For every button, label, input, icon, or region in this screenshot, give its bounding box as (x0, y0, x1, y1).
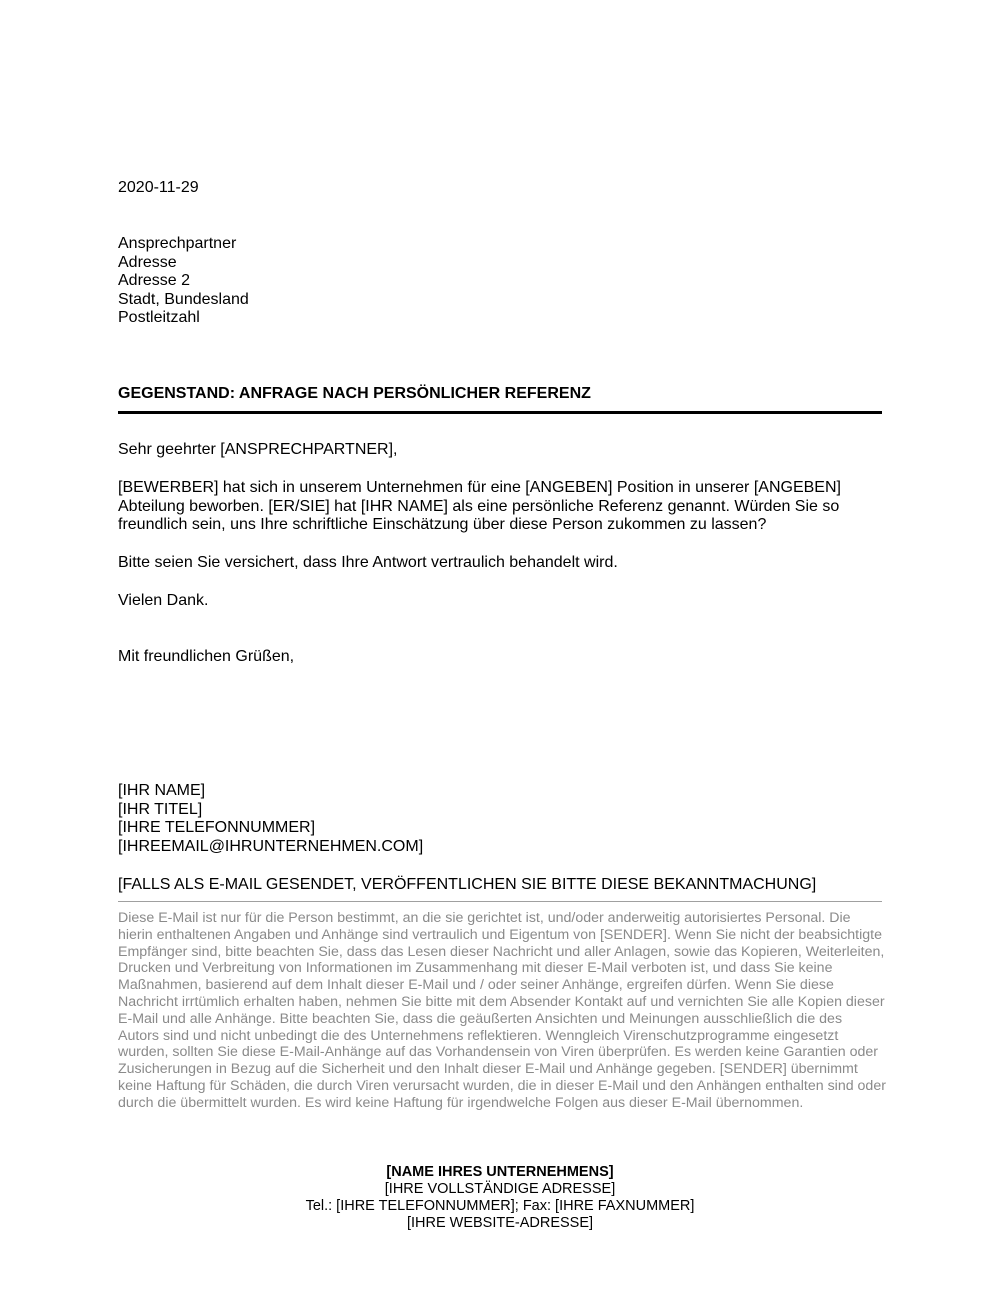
salutation: Sehr geehrter [ANSPRECHPARTNER], (118, 441, 398, 458)
signature-email: [IHREEMAIL@IHRUNTERNEHMEN.COM] (118, 837, 424, 855)
closing: Mit freundlichen Grüßen, (118, 648, 295, 665)
signature-phone: [IHRE TELEFONNUMMER] (118, 819, 316, 836)
signature-title: [IHR TITEL] (118, 800, 203, 818)
footer-contact: Tel.: [IHRE TELEFONNUMMER]; Fax: [IHRE FAXNUMMER] (305, 1198, 695, 1214)
email-notice-heading: [FALLS ALS E-MAIL GESENDET, VERÖFFENTLICHEN SIE BITTE DIESE BEKANNTMACHUNG] (118, 876, 817, 893)
subject-divider (118, 411, 882, 414)
signature-block (118, 782, 423, 856)
subject-line: GEGENSTAND: ANFRAGE NACH PERSÖNLICHER REFERENZ (118, 385, 591, 402)
email-disclaimer: Diese E-Mail ist nur für die Person bestimmt, an die sie gerichtet ist, und/oder anderweitig autorisiertes Personal. Die hierin enthaltenen Angaben und Anhänge sind vertraulich und Eigentum von [SENDER]. Wenn Sie nicht der beabsichtigte Empfänger sind, bitte beachten Sie, dass das Lesen dieser Nachricht und aller Anlagen, sowie das Kopieren, Weiterleiten, Drucken und Verbreitung von Informationen im Zusammenhang mit dieser E-Mail verboten ist, und dass Sie keine Maßnahmen, basierend auf dem Inhalt dieser E-Mail und / oder seiner Anhänge, ergreifen dürfen. Wenn Sie diese Nachricht irrtümlich erhalten haben, nehmen Sie bitte mit dem Absender Kontakt auf und vernichten Sie alle Kopien dieser E-Mail und alle Anhänge. Bitte beachten Sie, dass die geäußerten Ansichten und Meinungen ausschließlich die des Autors sind und nicht unbedingt die des Unternehmens reflektieren. Wenngleich Virenschutzprogramme eingesetzt wurden, sollten Sie diese E-Mail-Anhänge auf das Vorhandensein von Viren überprüfen. Es werden keine Garantien oder Zusicherungen in Bezug auf die Sicherheit und den Inhalt dieser E-Mail und Anhänge gegeben. [SENDER] übernimmt keine Haftung für Schäden, die durch Viren verursacht wurden, die in dieser E-Mail und den Anhängen enthalten sind oder durch die übermittelt wurden. Es wird keine Haftung für irgendwelche Folgen aus dieser E-Mail übernommen. (118, 910, 886, 1111)
body-paragraph: Vielen Dank. (118, 592, 209, 609)
footer-company-name: [NAME IHRES UNTERNEHMENS] (386, 1164, 614, 1180)
recipient-address (118, 235, 249, 328)
address-line: Postleitzahl (118, 309, 200, 326)
address-line: Stadt, Bundesland (118, 290, 249, 308)
footer-address: [IHRE VOLLSTÄNDIGE ADRESSE] (384, 1181, 616, 1197)
disclaimer-divider (118, 901, 882, 902)
company-footer (0, 1164, 1000, 1232)
address-line: Adresse (118, 253, 177, 271)
footer-website: [IHRE WEBSITE-ADRESSE] (406, 1215, 594, 1231)
body-paragraph: [BEWERBER] hat sich in unserem Unternehmen für eine [ANGEBEN] Position in unserer [ANGEBEN] Abteilung beworben. [ER/SIE] hat [IHR NAME] als eine persönliche Referenz genannt. Würden Sie so freundlich sein, uns Ihre schriftliche Einschätzung über diese Person zukommen zu lassen? (118, 479, 841, 533)
address-line: Ansprechpartner (118, 235, 237, 252)
signature-name: [IHR NAME] (118, 782, 206, 799)
body-paragraph: Bitte seien Sie versichert, dass Ihre Antwort vertraulich behandelt wird. (118, 554, 618, 571)
letter-date: 2020-11-29 (118, 179, 199, 196)
address-line: Adresse 2 (118, 272, 191, 289)
